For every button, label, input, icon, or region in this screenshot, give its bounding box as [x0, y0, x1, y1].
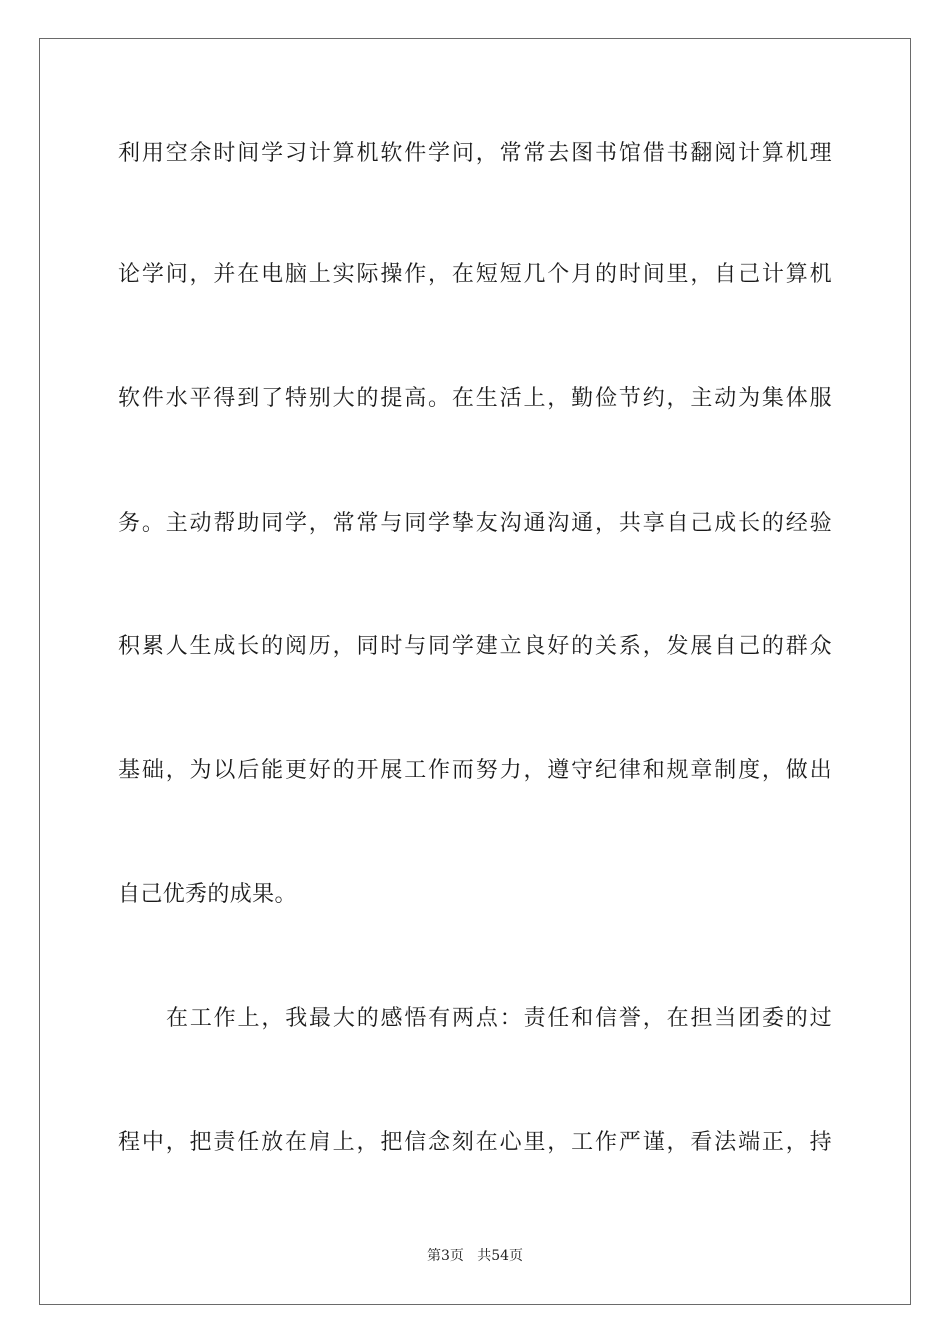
paragraph-line: 利用空余时间学习计算机软件学问，常常去图书馆借书翻阅计算机理 [118, 141, 832, 166]
paragraph-line: 自己优秀的成果。 [118, 882, 297, 907]
paragraph-line: 程中，把责任放在肩上，把信念刻在心里，工作严谨，看法端正，持 [118, 1130, 832, 1155]
paragraph-line: 基础，为以后能更好的开展工作而努力，遵守纪律和规章制度，做出 [118, 758, 832, 783]
paragraph-line: 软件水平得到了特别大的提高。在生活上，勤俭节约，主动为集体服 [118, 386, 832, 411]
page-number-footer: 第3页 共54页 [426, 1248, 524, 1264]
page-border [39, 38, 911, 1305]
paragraph-line: 积累人生成长的阅历，同时与同学建立良好的关系，发展自己的群众 [118, 634, 832, 659]
paragraph-line: 论学问，并在电脑上实际操作，在短短几个月的时间里，自己计算机 [118, 262, 832, 287]
paragraph-first-line: 在工作上，我最大的感悟有两点：责任和信誉，在担当团委的过 [166, 1006, 832, 1031]
paragraph-line: 务。主动帮助同学，常常与同学挚友沟通沟通，共享自己成长的经验 [118, 511, 832, 536]
